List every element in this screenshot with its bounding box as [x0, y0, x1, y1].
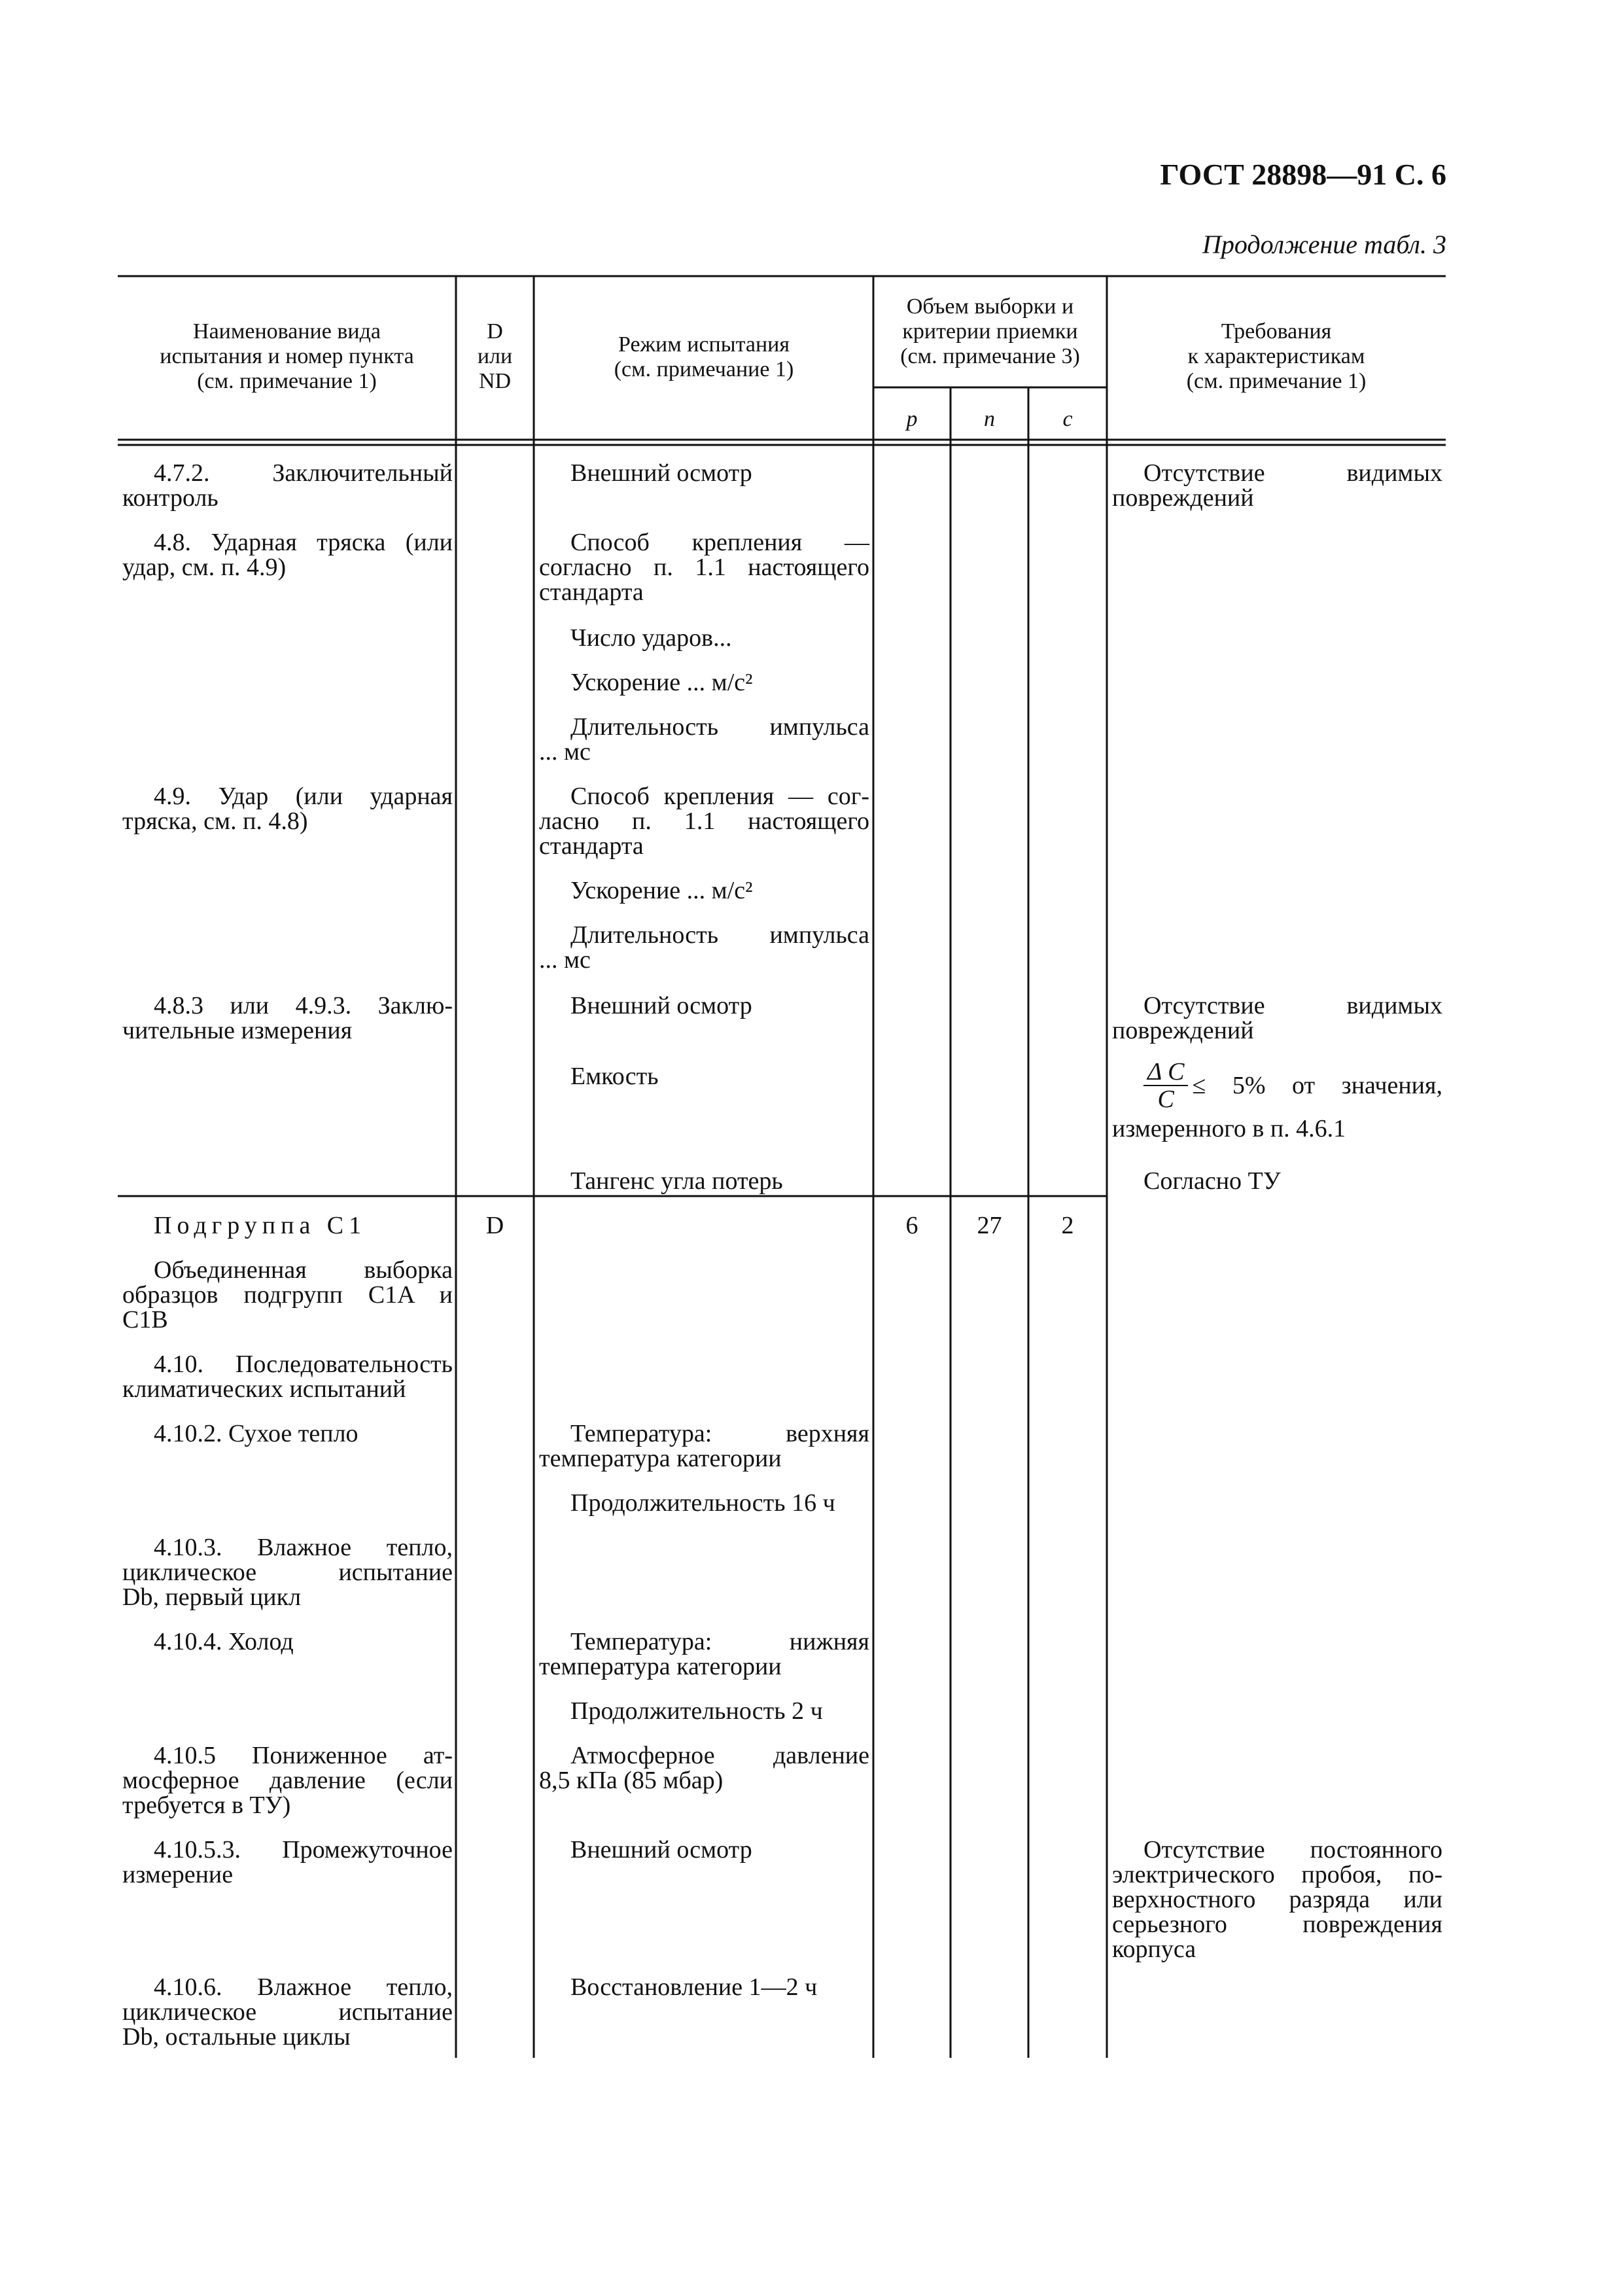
row-4-10-6-name: 4.10.6. Влажное тепло, циклическое испытание Db, остальные циклы — [122, 1973, 453, 2051]
row-4-10-6-mode: Восстановление 1—2 ч — [570, 1973, 818, 2001]
row-loss-tangent-mode: Тангенс угла потерь — [570, 1167, 783, 1195]
row-capacitance-requirement: $\frac{\text{Δ C}}{C}$ ≤ 5% от значения, измеренного в п. 4.6.1 — [1112, 1058, 1442, 1142]
row-pulse-duration-mode: Длительность импульса ... мс — [539, 713, 869, 766]
row-4-8-3-mode: Внешний осмотр — [570, 992, 752, 1019]
row-4-10-2-mode: Температура: верхняя температура категории — [539, 1420, 869, 1472]
row-4-10-4-mode: Температура: нижняя температура категории — [539, 1628, 869, 1680]
row-4-8-name: 4.8. Ударная тряска (или удар, см. п. 4.9) — [122, 529, 453, 581]
row-4-7-2-mode: Внешний осмотр — [570, 459, 752, 487]
table-continuation-label: Продолжение табл. 3 — [1202, 230, 1446, 259]
subgroup-c1-title: Подгруппа C1 — [154, 1212, 367, 1239]
row-4-10-5-3-mode: Внешний осмотр — [570, 1836, 752, 1863]
header-n: n — [984, 407, 995, 431]
row-4-10-5-3-requirement: Отсутствие постоянного электрического пробоя, по- верхностного разряда или серьезного повреждения корпуса — [1112, 1836, 1442, 1963]
header-mode-column: Режим испытания (см. примечание 1) — [614, 332, 794, 381]
header-sample-column: Объем выборки и критерии приемки (см. примечание 3) — [900, 294, 1080, 368]
subgroup-c1-c: 2 — [1061, 1212, 1074, 1239]
header-d-column: D или ND — [477, 319, 513, 393]
row-4-7-2-name: 4.7.2. Заключительный контроль — [122, 459, 453, 512]
subgroup-c1-p: 6 — [905, 1212, 918, 1239]
subgroup-c1-n: 27 — [977, 1212, 1002, 1239]
row-4-10-5-3-name: 4.10.5.3. Промежуточное измерение — [122, 1836, 453, 1888]
row-4-10-5-name: 4.10.5 Пониженное ат- мосферное давление (если требуется в ТУ) — [122, 1742, 453, 1819]
capacitance-formula: $\frac{\text{Δ C}}{C}$ ≤ 5% от значения, — [1112, 1059, 1442, 1112]
row-4-10-2-name: 4.10.2. Сухое тепло — [154, 1420, 358, 1447]
row-4-9-name: 4.9. Удар (или ударная тряска, см. п. 4.8) — [122, 783, 453, 835]
row-acceleration-mode: Ускорение ... м/с² — [570, 669, 753, 696]
row-duration-2h-mode: Продолжительность 2 ч — [570, 1697, 823, 1725]
row-4-10-name: 4.10. Последовательность климатических испытаний — [122, 1351, 453, 1403]
delta-c-over-c-fraction: $\frac{\text{Δ C}}{C}$ — [1143, 1059, 1188, 1112]
header-c: c — [1062, 407, 1073, 431]
row-4-10-4-name: 4.10.4. Холод — [154, 1628, 294, 1655]
row-duration-16h-mode: Продолжительность 16 ч — [570, 1489, 835, 1517]
page-title: ГОСТ 28898—91 С. 6 — [1160, 158, 1446, 191]
row-4-10-5-mode: Атмосферное давление 8,5 кПа (85 мбар) — [539, 1742, 869, 1794]
row-4-9-mode: Способ крепления — сог- ласно п. 1.1 настоящего стандарта — [539, 783, 869, 860]
row-4-7-2-requirement: Отсутствие видимых повреждений — [1112, 459, 1442, 512]
row-4-8-3-requirement: Отсутствие видимых повреждений — [1112, 992, 1442, 1044]
combined-sample-name: Объединенная выборка образцов подгрупп C1A и C1B — [122, 1256, 453, 1333]
row-4-8-3-name: 4.8.3 или 4.9.3. Заклю- чительные измерения — [122, 992, 453, 1044]
row-4-10-3-name: 4.10.3. Влажное тепло, циклическое испытание Db, первый цикл — [122, 1534, 453, 1611]
row-4-9-acceleration-mode: Ускорение ... м/с² — [570, 877, 753, 904]
row-4-8-mode: Способ крепления — согласно п. 1.1 настоящего стандарта — [539, 529, 869, 606]
row-capacitance-mode: Емкость — [570, 1063, 659, 1090]
row-shock-count-mode: Число ударов... — [570, 624, 732, 652]
header-name-column: Наименование вида испытания и номер пункта (см. примечание 1) — [160, 319, 414, 393]
subgroup-c1-d: D — [485, 1212, 504, 1239]
row-loss-tangent-requirement: Согласно ТУ — [1143, 1167, 1281, 1195]
row-4-9-pulse-duration-mode: Длительность импульса ... мс — [539, 921, 869, 974]
header-requirements-column: Требования к характеристикам (см. примечание 1) — [1186, 319, 1367, 393]
header-p: p — [906, 407, 918, 431]
